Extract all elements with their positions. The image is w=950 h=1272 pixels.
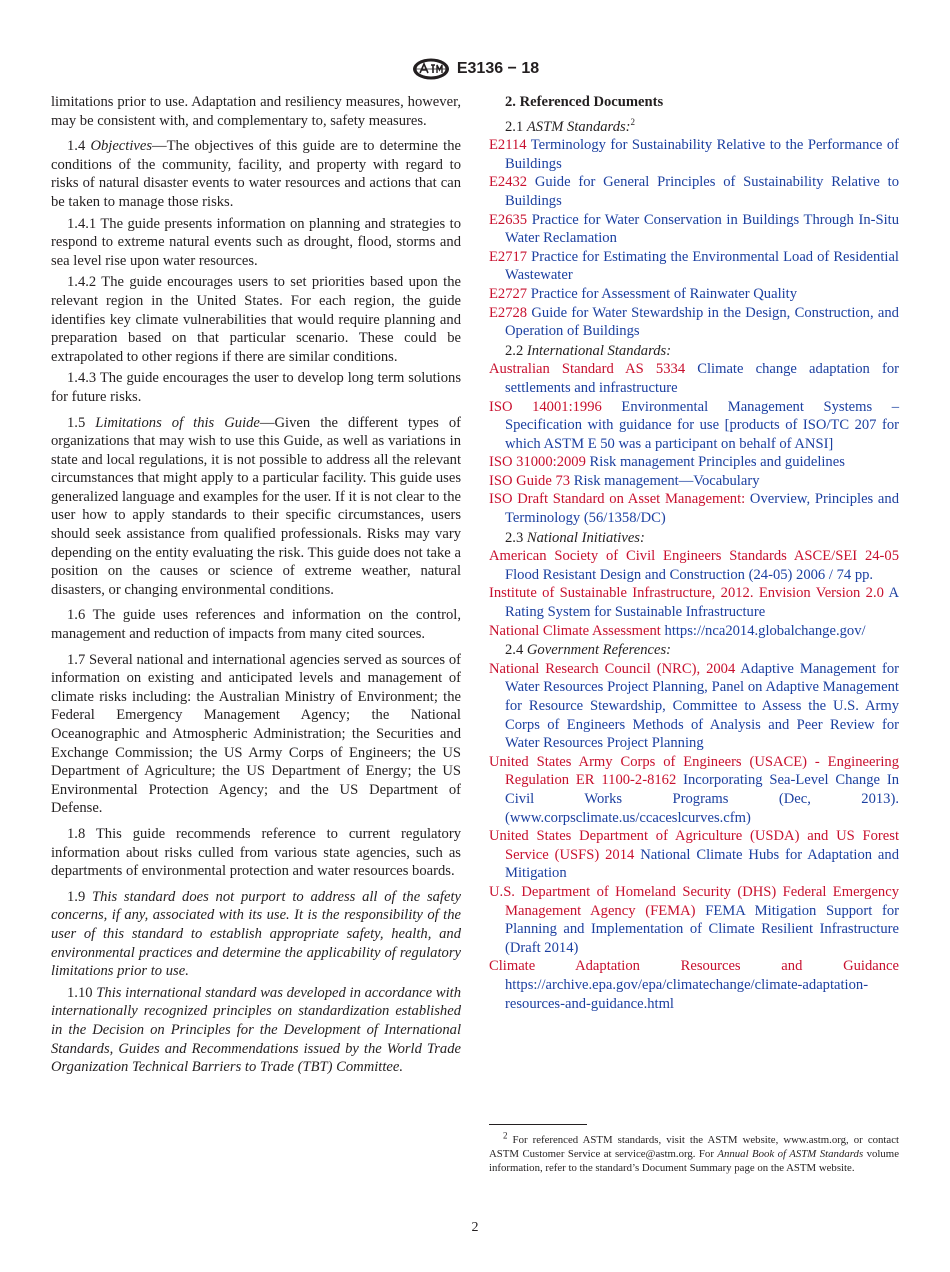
reference-code-link[interactable]: E2432: [489, 174, 535, 191]
reference-code-link[interactable]: United States Army Corps of Engineers (USACE) - Engineering Regulation ER 1100-2-8162: [489, 753, 899, 789]
reference-item: [489, 622, 899, 641]
reference-title-link[interactable]: Terminology for Sustainability Relative to the Performance of Buildings: [505, 137, 899, 172]
reference-item: [489, 360, 899, 397]
reference-title-link[interactable]: Practice for Estimating the Environmental Load of Residential Wastewater: [505, 248, 899, 284]
reference-item: [489, 248, 899, 285]
section-1-9: 1.9 This standard does not purport to address all of the safety concerns, if any, associated with its use. It is the responsibility of the user of this standard to establish appropriate safety, health, and environmental practices and determine the applicability of regulatory limitations prior to use.: [51, 888, 461, 980]
reference-code-link[interactable]: National Climate Assessment: [489, 622, 665, 639]
footnote-number: 2: [503, 1130, 508, 1141]
reference-code-link[interactable]: E2728: [489, 304, 532, 321]
astm-refs-list: [489, 136, 899, 341]
page-number: 2: [471, 1220, 479, 1235]
reference-item: [489, 453, 899, 472]
reference-item: [489, 173, 899, 210]
astm-logo-icon: [411, 57, 451, 81]
section-1-4-1: 1.4.1 The guide presents information on planning and strategies to respond to extreme natural events such as drought, flood, storms and sea level rise upon water resources.: [51, 215, 461, 269]
reference-code-link[interactable]: Australian Standard AS 5334: [489, 361, 698, 378]
intl-refs-list: [489, 360, 899, 527]
reference-title-link[interactable]: Risk management Principles and guidelines: [589, 454, 845, 471]
reference-code-link[interactable]: E2635: [489, 211, 532, 228]
footnote-divider: [489, 1124, 587, 1125]
astm-standards-label: 2.1 ASTM Standards:$^2$: [505, 116, 636, 135]
footnote: $^2$ For referenced ASTM standards, visit the ASTM website, www.astm.org, or contact ASTM Customer Service at service@astm.org. For Annual Book of ASTM Standards volume information, refer to the standard’s Document Summary page on the ASTM website.: [489, 1130, 899, 1174]
reference-item: [489, 398, 899, 454]
reference-item: [489, 547, 899, 584]
reference-item: [489, 660, 899, 753]
reference-title-link[interactable]: Adaptive Management for Water Resources Project Planning, Panel on Adaptive Management for Resource Stewardship, Committee to Assess the U.S. Army Corps of Engineers Methods of Analysis and Peer Review for Water Resources Project Planning: [505, 660, 899, 752]
reference-title-link[interactable]: Flood Resistant Design and Construction (24-05) 2006 / 74 pp.: [505, 566, 874, 583]
reference-title-link[interactable]: Guide for Water Stewardship in the Design, Construction, and Operation of Buildings: [505, 304, 899, 340]
section-1-4-title: Objectives: [90, 138, 153, 155]
footnote-ref[interactable]: 2: [630, 116, 636, 127]
section-1-8: 1.8 This guide recommends reference to current regulatory information about risks culled from various state agencies, such as departments of environmental protection and water resources boards.: [51, 825, 461, 880]
reference-item: [489, 883, 899, 957]
reference-title-link[interactable]: National Climate Hubs for Adaptation and Mitigation: [505, 846, 899, 882]
reference-code-link[interactable]: E2717: [489, 248, 532, 265]
reference-code-link[interactable]: U.S. Department of Homeland Security (DHS) Federal Emergency Management Agency (FEMA): [489, 883, 899, 919]
section-1-4-3: 1.4.3 The guide encourages the user to develop long term solutions for future risks.: [51, 370, 461, 405]
section-2-heading: 2. Referenced Documents: [505, 94, 664, 110]
national-initiatives-label: 2.3 National Initiatives:: [505, 529, 645, 546]
reference-title-link[interactable]: Overview, Principles and Terminology (56/1358/DC): [505, 491, 900, 527]
reference-item: [489, 472, 899, 491]
reference-title-link[interactable]: Environmental Management Systems – Specification with guidance for use [products of ISO/TC 207 for which ASTM E 50 was a participant on behalf of ANSI]: [505, 398, 899, 452]
reference-code-link[interactable]: ISO Draft Standard on Asset Management:: [489, 491, 750, 508]
reference-title-link[interactable]: https://nca2014.globalchange.gov/: [664, 622, 866, 639]
government-refs-list: [489, 660, 899, 1013]
reference-code-link[interactable]: American Society of Civil Engineers Standards ASCE/SEI 24-05: [489, 548, 899, 565]
reference-code-link[interactable]: National Research Council (NRC), 2004: [489, 660, 741, 677]
reference-code-link[interactable]: Institute of Sustainable Infrastructure, 2012. Envision Version 2.0: [489, 585, 889, 602]
reference-code-link[interactable]: E2727: [489, 285, 531, 302]
reference-item: [489, 490, 899, 527]
reference-title-link[interactable]: Risk management—Vocabulary: [573, 472, 760, 489]
section-1-5: 1.5 Limitations of this Guide—Given the different types of organizations that may wish to use this Guide, as well as variations in state and local regulations, it is not possible to address all the relevant circumstances that might apply to a particular facility. This guide uses generalized language and examples for the user. If it is not clear to the user how to apply standards to their specific circumstances, users should seek assistance from qualified professionals. Risks may vary depending on the entity evaluating the risk. This guide does not take a position on the causes or science of extreme weather, natural disasters, or changing environmental conditions.: [51, 414, 462, 598]
reference-item: [489, 136, 899, 173]
reference-item: [489, 753, 899, 827]
national-refs-list: [489, 547, 899, 640]
reference-title-link[interactable]: Guide for General Principles of Sustainability Relative to Buildings: [505, 174, 899, 209]
section-1-4-2: 1.4.2 The guide encourages users to set priorities based upon the relevant region in the United States. For each region, the guide identifies key climate vulnerabilities that would require planning and preparation based on that particular scenario. These could be extrapolated to other regions if there are similar conditions.: [51, 274, 461, 365]
intl-standards-label: 2.2 International Standards:: [505, 342, 672, 359]
reference-title-link[interactable]: https://archive.epa.gov/epa/climatechange/climate-adaptation-resources-and-guidance.html: [505, 976, 869, 1012]
reference-code-link[interactable]: Climate Adaptation Resources and Guidance: [489, 958, 899, 975]
reference-title-link[interactable]: Practice for Water Conservation in Buildings Through In-Situ Water Reclamation: [505, 211, 899, 247]
section-1-10: 1.10 This international standard was developed in accordance with internationally recognized principles on standardization established in the Decision on Principles for the Development of International Standards, Guides and Recommendations issued by the World Trade Organization Technical Barriers to Trade (TBT) Committee.: [51, 984, 462, 1076]
continued-paragraph: limitations prior to use. Adaptation and resiliency measures, however, may be consistent with, and complementary to, safety measures.: [51, 94, 461, 129]
reference-code-link[interactable]: ISO Guide 73: [489, 472, 574, 489]
reference-title-link[interactable]: FEMA Mitigation Support for Planning and Implementation of Climate Resilient Infrastructure (Draft 2014): [505, 902, 899, 956]
page-header: [0, 56, 950, 82]
section-1-4: 1.4 Objectives—The objectives of this guide are to determine the conditions of the community, facility, and property with regard to risks of natural disaster events to water resources and actions that can be taken to manage those risks.: [51, 138, 461, 210]
standard-designation: E3136 − 18: [456, 60, 540, 77]
reference-code-link[interactable]: ISO 31000:2009: [489, 454, 590, 471]
reference-item: [489, 584, 899, 621]
reference-item: [489, 827, 899, 883]
reference-item: [489, 304, 899, 341]
section-1-7: 1.7 Several national and international agencies served as sources of information on existing and anticipated levels and management of climate risks including: the Australian Ministry of Environment; the Federal Emergency Management Agency; the National Oceanographic and Atmospheric Administration; the Securities and Exchange Commission; the US Army Corps of Engineers; the US Department of Agriculture; the US Department of Energy; the US Environmental Protection Agency; and the US Department of Defense.: [51, 651, 461, 817]
section-1-5-title: Limitations of this Guide: [95, 414, 260, 431]
reference-code-link[interactable]: United States Department of Agriculture (USDA) and US Forest Service (USFS) 2014: [489, 828, 899, 863]
left-column: [51, 93, 461, 1077]
reference-title-link[interactable]: Climate change adaptation for settlements and infrastructure: [505, 361, 899, 396]
government-references-label: 2.4 Government References:: [505, 642, 672, 659]
section-1-6: 1.6 The guide uses references and information on the control, management and reduction of impacts from many cited sources.: [51, 607, 461, 643]
right-column: [489, 93, 899, 1013]
reference-item: [489, 285, 899, 304]
reference-title-link[interactable]: Incorporating Sea-Level Change In Civil Works Programs (Dec, 2013). (www.corpsclimate.us/ccaceslcurves.cfm): [505, 772, 899, 826]
reference-code-link[interactable]: E2114: [489, 137, 531, 154]
reference-item: [489, 957, 899, 1013]
reference-title-link[interactable]: Practice for Assessment of Rainwater Quality: [530, 285, 798, 302]
reference-item: [489, 211, 899, 248]
reference-title-link[interactable]: A Rating System for Sustainable Infrastructure: [505, 585, 899, 621]
reference-code-link[interactable]: ISO 14001:1996: [489, 398, 622, 415]
